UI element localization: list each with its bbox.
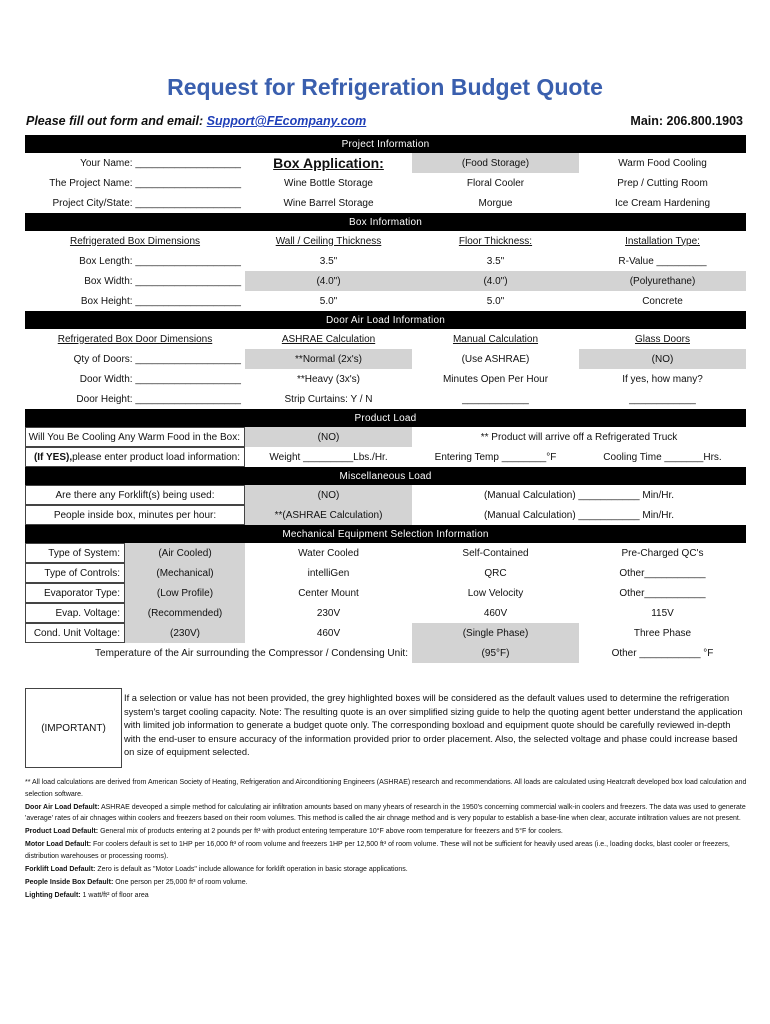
instruction-text: Please fill out form and email: bbox=[26, 114, 204, 128]
floor-option-2[interactable]: (4.0") bbox=[412, 271, 579, 291]
option-warm-food[interactable]: Warm Food Cooling bbox=[618, 157, 707, 169]
section-bar-box: Box Information bbox=[25, 213, 746, 231]
glass-no-option[interactable]: (NO) bbox=[579, 349, 746, 369]
mech-option-2[interactable]: 460V bbox=[483, 607, 508, 619]
mech-label: Evaporator Type: bbox=[25, 583, 125, 603]
people-ashrae-option[interactable]: **(ASHRAE Calculation) bbox=[245, 505, 412, 525]
section-bar-door: Door Air Load Information bbox=[25, 311, 746, 329]
wall-option-3[interactable]: 5.0" bbox=[319, 295, 338, 307]
product-row-2 bbox=[25, 447, 746, 467]
project-row-2 bbox=[25, 173, 746, 193]
door-height-field[interactable]: Door Height: ___________________ bbox=[76, 393, 241, 405]
project-name-field[interactable]: The Project Name: ___________________ bbox=[49, 177, 241, 189]
option-food-storage[interactable]: (Food Storage) bbox=[412, 153, 579, 173]
floor-option-1[interactable]: 3.5" bbox=[486, 255, 505, 267]
mech-default-option[interactable]: (230V) bbox=[125, 623, 245, 643]
forklift-no-option[interactable]: (NO) bbox=[245, 485, 412, 505]
mech-option-2[interactable]: Self-Contained bbox=[462, 547, 529, 559]
refrigerated-truck-note: ** Product will arrive off a Refrigerated Truck bbox=[480, 431, 678, 443]
mech-option-1[interactable]: 230V bbox=[316, 607, 341, 619]
wall-thickness-header: Wall / Ceiling Thickness bbox=[275, 235, 382, 247]
door-row-1 bbox=[25, 349, 746, 369]
mech-option-2[interactable]: (Single Phase) bbox=[412, 623, 579, 643]
door-qty-field[interactable]: Qty of Doors: ___________________ bbox=[73, 353, 241, 365]
instruction-line bbox=[26, 114, 366, 128]
install-option-3[interactable]: Concrete bbox=[642, 295, 683, 307]
door-width-field[interactable]: Door Width: ___________________ bbox=[79, 373, 241, 385]
page-title: Request for Refrigeration Budget Quote bbox=[167, 74, 603, 100]
product-row-1 bbox=[25, 427, 746, 447]
mech-option-1[interactable]: 460V bbox=[316, 627, 341, 639]
ashrae-normal-option[interactable]: **Normal (2x's) bbox=[245, 349, 412, 369]
your-name-field[interactable]: Your Name: ___________________ bbox=[80, 157, 241, 169]
box-row-2 bbox=[25, 271, 746, 291]
mech-option-3[interactable]: Other___________ bbox=[619, 587, 706, 599]
install-option-1[interactable]: R-Value _________ bbox=[618, 255, 707, 267]
note-product-load: Product Load Default: General mix of products entering at 2 pounds per ft³ with product entering temperature 10°F above room temperature for freezers and 5°F for coolers. bbox=[25, 828, 563, 836]
if-yes-label: (If YES), please enter product load information: bbox=[25, 447, 245, 467]
mech-default-option[interactable]: (Low Profile) bbox=[125, 583, 245, 603]
section-bar-product: Product Load bbox=[25, 409, 746, 427]
forklift-question: Are there any Forklift(s) being used: bbox=[25, 485, 245, 505]
manual-calc-header: Manual Calculation bbox=[452, 333, 539, 345]
misc-row-1 bbox=[25, 485, 746, 505]
door-row-2 bbox=[25, 369, 746, 389]
mech-option-1[interactable]: Water Cooled bbox=[298, 547, 359, 559]
compressor-temp-default[interactable]: (95°F) bbox=[412, 643, 579, 663]
mech-option-3[interactable]: Three Phase bbox=[633, 627, 692, 639]
glass-how-many-label: If yes, how many? bbox=[622, 373, 703, 385]
wall-option-2[interactable]: (4.0") bbox=[245, 271, 412, 291]
note-door-air: Door Air Load Default: ASHRAE deveoped a simple method for calculating air infiltration amounts based on many yhears of research in the 1950's concerning commercial walk-in coolers and freezers. The data was used to generate 'average' rates of air chnages within coolers and freezers based on their room volumes. This method is called the air chnage method and is very popular to establish a base-line when clear, accurate intiltration values are not present. bbox=[25, 803, 746, 823]
people-manual-field[interactable]: (Manual Calculation) ___________ Min/Hr. bbox=[483, 509, 675, 521]
option-wine-barrel[interactable]: Wine Barrel Storage bbox=[283, 197, 374, 209]
mech-default-option[interactable]: (Air Cooled) bbox=[125, 543, 245, 563]
strip-curtains-option[interactable]: Strip Curtains: Y / N bbox=[284, 393, 373, 405]
box-width-field[interactable]: Box Width: ___________________ bbox=[84, 275, 241, 287]
mech-label: Type of Controls: bbox=[25, 563, 125, 583]
mech-row bbox=[25, 603, 746, 623]
box-row-1 bbox=[25, 251, 746, 271]
mech-option-2[interactable]: Low Velocity bbox=[467, 587, 524, 599]
note-motor-load: Motor Load Default: For coolers default is set to 1HP per 16,000 ft³ of room volume and freezers 1HP per 12,500 ft³ of room volume. These will not be sufficient for heavily used areas (i.e., loading docks, blast cooler or freezers, distribution warehouses or processing rooms). bbox=[25, 841, 730, 861]
note-lighting: Lighting Default: 1 watt/ft² of floor area bbox=[25, 892, 149, 900]
note-ashrae: ** All load calculations are derived from American Society of Heating, Refrigeration and Airconditioning Engineers (ASHRAE) research and recommendations. All loads are calculated using Heatcraft developed box load calculation and selection software. bbox=[25, 779, 747, 798]
product-weight-field[interactable]: Weight _________Lbs./Hr. bbox=[269, 451, 388, 463]
main-phone: Main: 206.800.1903 bbox=[630, 114, 743, 128]
compressor-temp-other[interactable]: Other ___________ °F bbox=[611, 647, 714, 659]
important-text: If a selection or value has not been provided, the grey highlighted boxes will be considered as the default values used to determine the refrigeration system's target cooling capacity. Note: The resulting quote is an over simplified sizing guide to help the quoting agent better understand the application with limited job information to generate a budget quote only. The corresponding boxload and equipment quote should be carefully reviewed in-depth with the end-user to ensure accuracy of the information provided prior to order placement. Also, the selected voltage and phase could increase based on size of equipment selected. bbox=[124, 693, 743, 758]
misc-row-2 bbox=[25, 505, 746, 525]
mech-option-2[interactable]: QRC bbox=[484, 567, 507, 579]
ashrae-header: ASHRAE Calculation bbox=[281, 333, 376, 345]
people-question: People inside box, minutes per hour: bbox=[25, 505, 245, 525]
glass-doors-header: Glass Doors bbox=[634, 333, 690, 345]
support-email-link[interactable]: Support@FEcompany.com bbox=[206, 114, 367, 128]
install-option-2[interactable]: (Polyurethane) bbox=[579, 271, 746, 291]
form-table bbox=[25, 135, 746, 663]
mech-label: Evap. Voltage: bbox=[25, 603, 125, 623]
option-morgue[interactable]: Morgue bbox=[478, 197, 513, 209]
box-row-3 bbox=[25, 291, 746, 311]
mech-row bbox=[25, 623, 746, 643]
section-bar-project: Project Information bbox=[25, 135, 746, 153]
box-application-label: Box Application: bbox=[273, 155, 384, 171]
footnotes bbox=[25, 777, 747, 903]
mech-label: Cond. Unit Voltage: bbox=[25, 623, 125, 643]
note-people-load: People Inside Box Default: One person per 25,000 ft³ of room volume. bbox=[25, 879, 248, 887]
entering-temp-field[interactable]: Entering Temp ________°F bbox=[434, 451, 557, 463]
warm-food-question: Will You Be Cooling Any Warm Food in the Box: bbox=[25, 427, 245, 447]
important-notice bbox=[25, 688, 746, 768]
ashrae-heavy-option[interactable]: **Heavy (3x's) bbox=[296, 373, 361, 385]
box-header-row bbox=[25, 231, 746, 251]
door-dimensions-header: Refrigerated Box Door Dimensions bbox=[57, 333, 213, 345]
important-label: (IMPORTANT) bbox=[25, 688, 122, 768]
section-bar-mechanical: Mechanical Equipment Selection Information bbox=[25, 525, 746, 543]
warm-food-no-option[interactable]: (NO) bbox=[245, 427, 412, 447]
box-height-field[interactable]: Box Height: ___________________ bbox=[80, 295, 241, 307]
mech-label: Type of System: bbox=[25, 543, 125, 563]
box-length-field[interactable]: Box Length: ___________________ bbox=[79, 255, 241, 267]
floor-thickness-header: Floor Thickness: bbox=[458, 235, 533, 247]
door-row-3 bbox=[25, 389, 746, 409]
mech-row bbox=[25, 563, 746, 583]
mech-option-3[interactable]: Pre-Charged QC's bbox=[621, 547, 704, 559]
mech-default-option[interactable]: (Mechanical) bbox=[125, 563, 245, 583]
use-ashrae-option[interactable]: (Use ASHRAE) bbox=[461, 353, 530, 365]
forklift-manual-field[interactable]: (Manual Calculation) ___________ Min/Hr. bbox=[483, 489, 675, 501]
note-forklift-load: Forklift Load Default: Zero is default as "Motor Loads" include allowance for forklift operation in basic storage applications. bbox=[25, 866, 408, 874]
mech-row bbox=[25, 583, 746, 603]
mech-option-3[interactable]: Other___________ bbox=[619, 567, 706, 579]
mech-default-option[interactable]: (Recommended) bbox=[125, 603, 245, 623]
section-bar-misc: Miscellaneous Load bbox=[25, 467, 746, 485]
glass-count-field[interactable]: ____________ bbox=[629, 393, 696, 405]
door-header-row bbox=[25, 329, 746, 349]
mech-option-1[interactable]: Center Mount bbox=[298, 587, 359, 599]
floor-option-3[interactable]: 5.0" bbox=[486, 295, 505, 307]
option-floral[interactable]: Floral Cooler bbox=[466, 177, 525, 189]
mech-option-1[interactable]: intelliGen bbox=[307, 567, 350, 579]
mech-row bbox=[25, 543, 746, 563]
project-row-3 bbox=[25, 193, 746, 213]
compressor-temp-label: Temperature of the Air surrounding the Compressor / Condensing Unit: bbox=[95, 647, 408, 659]
project-city-field[interactable]: Project City/State: ___________________ bbox=[52, 197, 241, 209]
cooling-time-field[interactable]: Cooling Time _______Hrs. bbox=[603, 451, 722, 463]
option-prep[interactable]: Prep / Cutting Room bbox=[617, 177, 708, 189]
mech-option-3[interactable]: 115V bbox=[651, 607, 674, 619]
installation-type-header: Installation Type: bbox=[625, 235, 700, 247]
project-row-1 bbox=[25, 153, 746, 173]
option-wine-bottle[interactable]: Wine Bottle Storage bbox=[284, 177, 373, 189]
minutes-open-field[interactable]: ____________ bbox=[462, 393, 529, 405]
box-dimensions-header: Refrigerated Box Dimensions bbox=[69, 235, 201, 247]
compressor-temp-row bbox=[25, 643, 746, 663]
option-ice-cream[interactable]: Ice Cream Hardening bbox=[614, 197, 711, 209]
wall-option-1[interactable]: 3.5" bbox=[319, 255, 338, 267]
minutes-open-label: Minutes Open Per Hour bbox=[442, 373, 549, 385]
